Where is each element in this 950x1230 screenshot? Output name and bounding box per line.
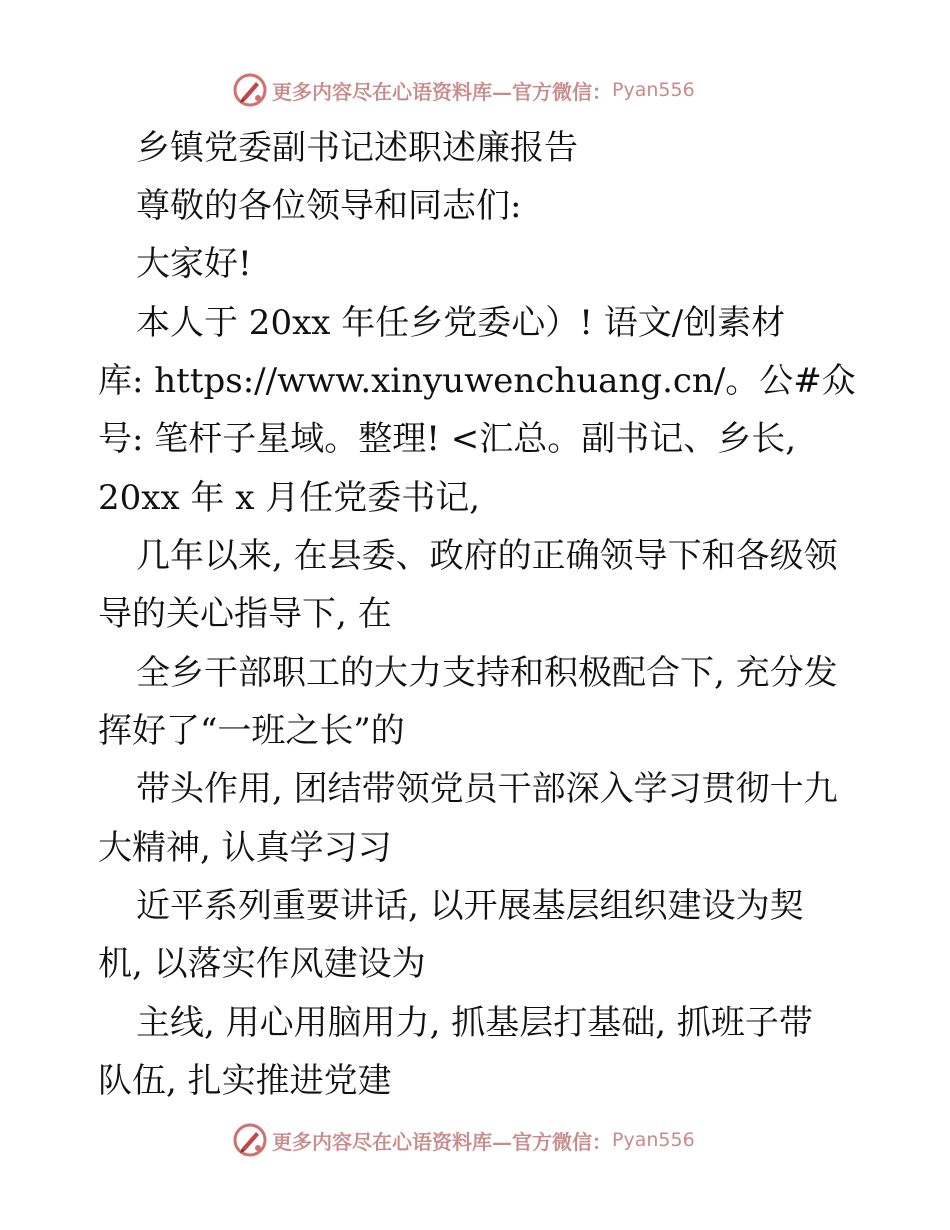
text-line: 库: https://www.xinyuwenchuang.cn/。公#众 bbox=[98, 361, 856, 401]
text-line: 号: 笔杆子星域。整理! <汇总。副书记、乡长, bbox=[98, 419, 797, 459]
footer-watermark bbox=[232, 1122, 695, 1158]
text-line: 几年以来, 在县委、政府的正确领导下和各级领 bbox=[136, 536, 838, 576]
header-watermark bbox=[232, 72, 695, 108]
pen-logo-icon bbox=[232, 72, 268, 108]
watermark-handle: Pyan556 bbox=[612, 79, 695, 101]
watermark-handle: Pyan556 bbox=[612, 1129, 695, 1151]
watermark-text: 更多内容尽在心语资料库—官方微信： bbox=[272, 79, 612, 104]
text-line: 挥好了“一班之长”的 bbox=[98, 711, 405, 751]
text-line: 队伍, 扎实推进党建 bbox=[98, 1061, 392, 1101]
text-line: 大家好! bbox=[136, 244, 252, 284]
text-line: 主线, 用心用脑用力, 抓基层打基础, 抓班子带 bbox=[136, 1003, 813, 1043]
pen-logo-icon bbox=[232, 1122, 268, 1158]
text-line: 机, 以落实作风建设为 bbox=[98, 944, 426, 984]
text-line: 全乡干部职工的大力支持和积极配合下, 充分发 bbox=[136, 653, 838, 693]
text-line: 导的关心指导下, 在 bbox=[98, 594, 392, 634]
text-line: 大精神, 认真学习习 bbox=[98, 828, 392, 868]
text-line: 本人于 20xx 年任乡党委心）! 语文/创素材 bbox=[136, 303, 786, 343]
text-line: 近平系列重要讲话, 以开展基层组织建设为契 bbox=[136, 886, 804, 926]
document-title: 乡镇党委副书记述职述廉报告 bbox=[136, 128, 578, 168]
text-line: 带头作用, 团结带领党员干部深入学习贯彻十九 bbox=[136, 769, 838, 809]
watermark-text: 更多内容尽在心语资料库—官方微信： bbox=[272, 1129, 612, 1154]
text-line: 20xx 年 x 月任党委书记, bbox=[98, 478, 481, 518]
text-line: 尊敬的各位领导和同志们: bbox=[136, 186, 522, 226]
